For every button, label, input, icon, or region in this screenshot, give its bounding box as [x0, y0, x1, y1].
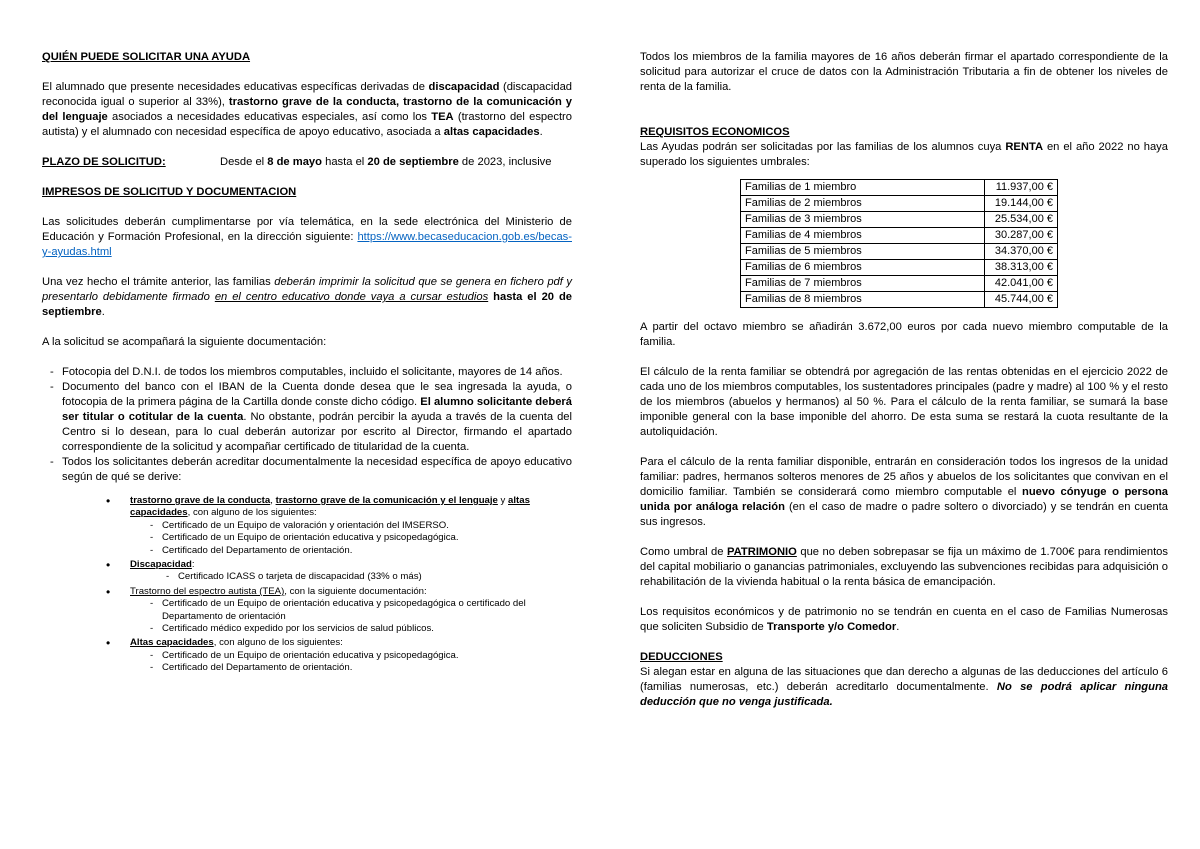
- becas-link[interactable]: https://www.becaseducacion.gob.es/becas-y-ayudas.html: [42, 231, 572, 258]
- income-limit-cell: 45.744,00 €: [985, 292, 1058, 308]
- requirement-bullet: [130, 637, 572, 674]
- text-run: Las Ayudas podrán ser solicitadas por las familias de los alumnos cuya: [640, 141, 1006, 153]
- plazo-row: [42, 155, 572, 170]
- documentation-list: [42, 365, 572, 485]
- certificate-list: [130, 650, 572, 675]
- text-run: Altas capacidades: [130, 637, 214, 649]
- text-run: hasta el 20 de septiembre: [42, 291, 573, 318]
- tramite-paragraph: [42, 275, 572, 320]
- family-size-cell: Familias de 5 miembros: [741, 244, 985, 260]
- numerosas-paragraph: [640, 605, 1168, 635]
- text-run: en el centro educativo donde vaya a cursar estudios: [214, 291, 489, 303]
- income-limit-cell: 34.370,00 €: [985, 244, 1058, 260]
- text-run: 8 de mayo: [267, 156, 322, 168]
- requirement-bullet: [130, 586, 572, 636]
- text-run: No se podrá aplicar ninguna deducción que no venga justificada.: [640, 681, 1168, 708]
- text-run: El alumno solicitante deberá ser titular o cotitular de la cuenta: [62, 396, 572, 423]
- text-run: , con alguno de los siguientes:: [187, 507, 317, 519]
- requisitos-paragraph: [640, 140, 1168, 170]
- text-run: RENTA: [1005, 141, 1044, 153]
- firma-paragraph: Todos los miembros de la familia mayores de 16 años deberán firmar el apartado correspondiente de la solicitud para autorizar el cruce de datos con la Administración Tributaria a fin de obtener los niveles de renta de la familia.: [640, 51, 1168, 93]
- text-run: trastorno grave de la comunicación y el lenguaje: [275, 495, 498, 506]
- family-size-cell: Familias de 7 miembros: [741, 276, 985, 292]
- income-limit-cell: 38.313,00 €: [985, 260, 1058, 276]
- table-row: [741, 260, 1058, 276]
- text-run: ,: [270, 495, 276, 506]
- certificate-item: - Certificado de un Equipo de orientación educativa y psicopedagógica o certificado del Departamento de orientación: [162, 598, 572, 623]
- text-run: Transporte y/o Comedor: [766, 621, 897, 633]
- family-size-cell: Familias de 3 miembros: [741, 212, 985, 228]
- text-run: Como umbral de: [640, 546, 728, 558]
- income-limit-cell: 30.287,00 €: [985, 228, 1058, 244]
- text-run: (en el caso de madre o padre soltero o divorciado) y se tendrán en cuenta sus ingresos.: [640, 501, 1169, 528]
- income-limit-cell: 42.041,00 €: [985, 276, 1058, 292]
- disponible-paragraph: [640, 455, 1168, 530]
- requirement-bullet-title: [130, 586, 572, 598]
- text-run: altas capacidades: [130, 495, 530, 519]
- text-run: deberán imprimir la solicitud que se genera en fichero pdf y presentarlo debidamente firmado: [42, 276, 572, 303]
- text-run: altas capacidades: [443, 126, 540, 138]
- patrimonio-paragraph: [640, 545, 1168, 590]
- table-row: [741, 196, 1058, 212]
- documentation-item: [62, 380, 572, 455]
- text-run: en el año 2022 no haya superado los siguientes umbrales:: [640, 141, 1169, 168]
- deducciones-paragraph: [640, 665, 1168, 710]
- income-threshold-table: [740, 179, 1058, 308]
- text-run: El alumnado que presente necesidades educativas específicas derivadas de: [42, 81, 429, 93]
- text-run: Documento del banco con el IBAN de la Cuenta donde desea que le sea ingresada la ayuda, o fotocopia de la primera página de la Cartilla donde conste dicho código.: [62, 381, 572, 408]
- text-run: Si alegan estar en alguna de las situaciones que dan derecho a algunas de las deducciones del artículo 6 (familias numerosas, etc.) deberán acreditarlo documentalmente.: [640, 666, 1168, 693]
- text-run: discapacidad: [428, 81, 500, 93]
- text-run: .: [896, 621, 900, 633]
- text-run: (trastorno del espectro autista) y el alumnado con necesidad específica de apoyo educativo, asociada a: [42, 111, 573, 138]
- requirement-bullet-title: [130, 637, 572, 649]
- text-run: Desde el: [220, 156, 268, 168]
- impresos-paragraph: [42, 215, 572, 260]
- requisitos-heading: REQUISITOS ECONOMICOS: [640, 126, 790, 138]
- text-run: .: [101, 306, 105, 318]
- acompana-paragraph: A la solicitud se acompañará la siguiente documentación:: [42, 336, 327, 348]
- text-run: nuevo cónyuge o persona unida por análoga relación: [640, 486, 1168, 513]
- who-heading: QUIÉN PUEDE SOLICITAR UNA AYUDA: [42, 51, 251, 63]
- documentation-item: [62, 365, 572, 380]
- left-column: [42, 50, 572, 675]
- text-run: .: [539, 126, 543, 138]
- certificate-list: [130, 520, 572, 557]
- requirement-bullet-title: [130, 559, 572, 571]
- certificate-item: - Certificado del Departamento de orientación.: [162, 545, 572, 557]
- table-row: [741, 212, 1058, 228]
- table-row: [741, 276, 1058, 292]
- right-column: [640, 50, 1168, 710]
- text-run: TEA: [431, 111, 454, 123]
- text-run: Los requisitos económicos y de patrimonio no se tendrán en cuenta en el caso de Familias Numerosas que soliciten Subsidio de: [640, 606, 1168, 633]
- text-run: hasta el: [322, 156, 368, 168]
- impresos-text: Las solicitudes deberán cumplimentarse por vía telemática, en la sede electrónica del Ministerio de Educación y Formación Profesional, en la dirección siguiente:: [42, 216, 572, 243]
- requirement-bullet: [130, 495, 572, 557]
- plazo-label: PLAZO DE SOLICITUD:: [42, 156, 166, 168]
- family-size-cell: Familias de 2 miembros: [741, 196, 985, 212]
- octavo-paragraph: A partir del octavo miembro se añadirán 3.672,00 euros por cada nuevo miembro computable de la familia.: [640, 321, 1168, 348]
- text-run: que no deben sobrepasar se fija un máximo de 1.700€ para rendimientos del capital mobiliario o ganancias patrimoniales, excluyendo las subvenciones recibidas para adquisición o rehabilitación de la vivienda habitual o la renta básica de emancipación.: [640, 546, 1168, 588]
- family-size-cell: Familias de 4 miembros: [741, 228, 985, 244]
- text-run: Discapacidad: [130, 559, 192, 571]
- text-run: trastorno grave de la conducta: [130, 495, 271, 506]
- text-run: (discapacidad reconocida igual o superior al 33%),: [42, 81, 573, 108]
- text-run: de 2023, inclusive: [458, 156, 552, 168]
- certificate-list: [130, 571, 572, 583]
- plazo-text: [220, 155, 552, 170]
- requirement-bullet-title: [130, 495, 572, 520]
- certificate-item: - Certificado médico expedido por los servicios de salud públicos.: [162, 623, 572, 635]
- impresos-heading: IMPRESOS DE SOLICITUD Y DOCUMENTACION: [42, 186, 297, 198]
- certificate-item: - Certificado de un Equipo de orientación educativa y psicopedagógica.: [162, 650, 572, 662]
- text-run: Para el cálculo de la renta familiar disponible, entrarán en consideración todos los ingresos de la unidad familiar: padres, hermanos solteros menores de 25 años y abuelos de los solicitantes que convivan en el domicilio familiar. También se considerará como miembro computable el: [640, 456, 1168, 498]
- text-run: trastorno grave de la conducta, trastorno de la comunicación y del lenguaje: [42, 96, 572, 123]
- text-run: , con alguno de los siguientes:: [213, 637, 343, 649]
- text-run: . No obstante, podrán percibir la ayuda a través de la cuenta del Centro si lo desean, para lo cual deberán autorizar por escrito al Director, firmando el apartado correspondiente de la solicitud y acompañar certificado de titularidad de la cuenta.: [62, 411, 572, 453]
- family-size-cell: Familias de 8 miembros: [741, 292, 985, 308]
- documentation-item: [62, 455, 572, 485]
- text-run: 20 de septiembre: [367, 156, 459, 168]
- text-run: Una vez hecho el trámite anterior, las familias: [42, 276, 275, 288]
- certificate-item: - Certificado de un Equipo de orientación educativa y psicopedagógica.: [162, 532, 572, 544]
- text-run: PATRIMONIO: [727, 546, 797, 558]
- income-limit-cell: 25.534,00 €: [985, 212, 1058, 228]
- certificate-list: [130, 598, 572, 635]
- text-run: asociados a necesidades educativas especiales, así como los: [107, 111, 432, 123]
- text-run: , con la siguiente documentación:: [284, 585, 427, 597]
- text-run: Fotocopia del D.N.I. de todos los miembros computables, incluido el solicitante, mayores de 14 años.: [62, 366, 563, 378]
- family-size-cell: Familias de 6 miembros: [741, 260, 985, 276]
- deducciones-heading: DEDUCCIONES: [640, 651, 723, 663]
- certificate-item: - Certificado del Departamento de orientación.: [162, 662, 572, 674]
- requirement-bullets: [42, 495, 572, 675]
- income-limit-cell: 11.937,00 €: [985, 180, 1058, 196]
- table-row: [741, 228, 1058, 244]
- who-paragraph: [42, 80, 572, 140]
- text-run: y: [497, 495, 509, 506]
- certificate-item: - Certificado ICASS o tarjeta de discapacidad (33% o más): [178, 571, 572, 583]
- requirement-bullet: [130, 559, 572, 584]
- text-run: Trastorno del espectro autista (TEA): [130, 585, 285, 597]
- text-run: Todos los solicitantes deberán acreditar documentalmente la necesidad específica de apoyo educativo según de qué se derive:: [62, 456, 572, 483]
- table-row: [741, 292, 1058, 308]
- income-limit-cell: 19.144,00 €: [985, 196, 1058, 212]
- table-row: [741, 244, 1058, 260]
- family-size-cell: Familias de 1 miembro: [741, 180, 985, 196]
- certificate-item: - Certificado de un Equipo de valoración y orientación del IMSERSO.: [162, 520, 572, 532]
- table-row: [741, 180, 1058, 196]
- calculo-paragraph: El cálculo de la renta familiar se obtendrá por agregación de las rentas obtenidas en el ejercicio 2022 de cada uno de los miembros computables, los sustentadores principales (padre y madre) al 100 % y el resto de los miembros (abuelos y hermanos) al 50 %. Para el cálculo de la renta familiar, se sumará la base imponible general con la base imponible del ahorro. De esta suma se restará la cuota resultante de la autoliquidación.: [640, 366, 1168, 438]
- text-run: :: [191, 559, 195, 571]
